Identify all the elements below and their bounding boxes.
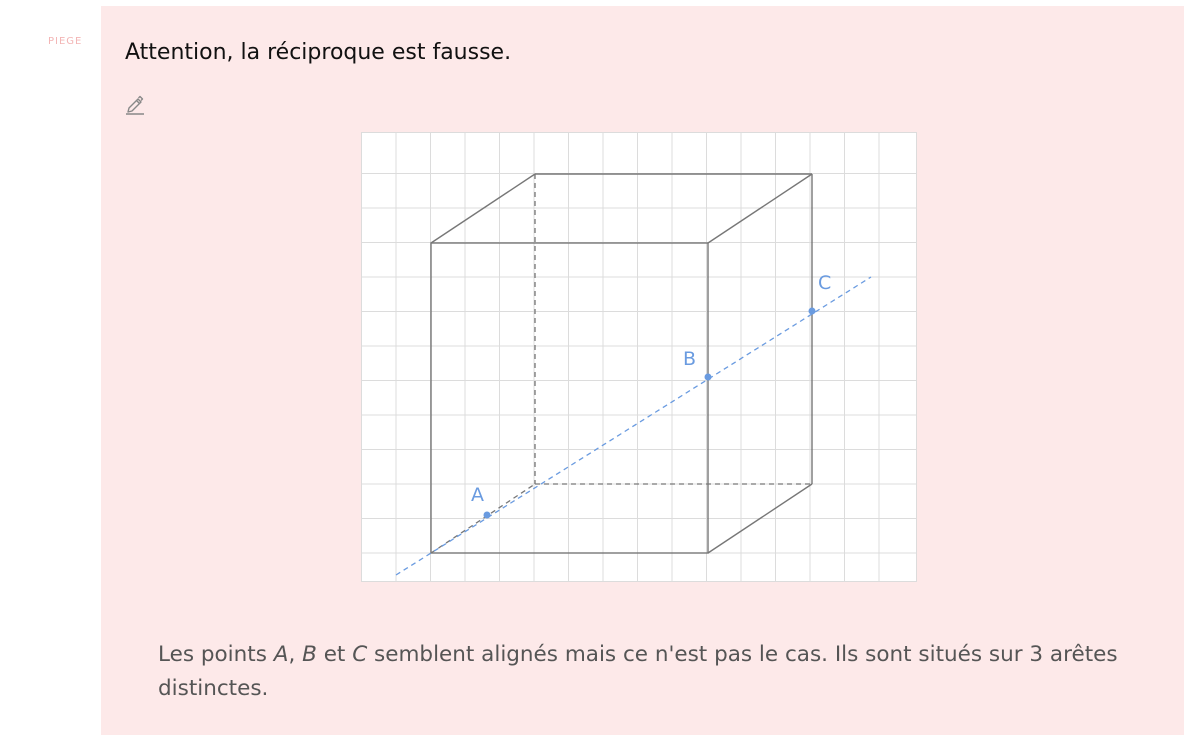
caption-text: Les points [158, 642, 274, 667]
point-a-ref: A [273, 642, 289, 667]
explanation-text [158, 638, 1118, 706]
caption-text: et [316, 642, 353, 667]
alignment-line [396, 277, 871, 575]
block-type-label: PIEGE [48, 36, 83, 47]
warning-box [101, 6, 1184, 735]
point-a [484, 512, 491, 519]
point-c [809, 308, 816, 315]
point-b-label: B [683, 348, 697, 370]
grid [361, 132, 917, 582]
caption-separator: , [288, 642, 303, 667]
point-b-ref: B [302, 642, 317, 667]
cube-visible-edges [431, 174, 812, 553]
point-a-label: A [471, 484, 484, 506]
point-c-label: C [818, 272, 832, 294]
pencil-edit-icon[interactable] [123, 92, 147, 116]
point-b [705, 374, 712, 381]
warning-title: Attention, la réciproque est fausse. [125, 40, 512, 65]
cube-figure [361, 132, 917, 582]
point-c-ref: C [352, 642, 368, 667]
caption-text: semblent alignés mais ce n'est pas le cas. Ils sont situés sur 3 arêtes distinctes. [158, 642, 1118, 701]
cube-hidden-edges [431, 174, 812, 553]
